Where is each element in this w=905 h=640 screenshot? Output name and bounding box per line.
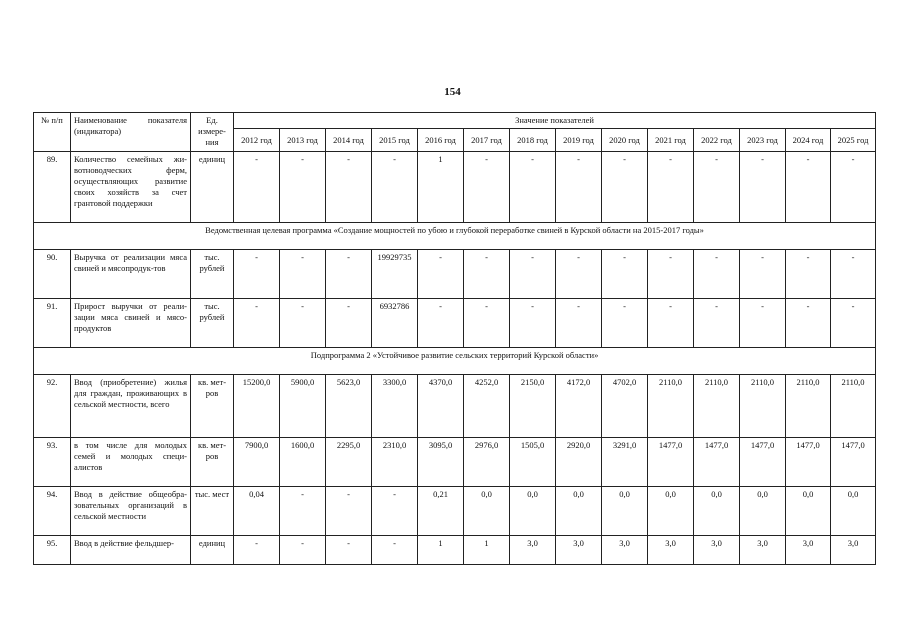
indicator-name: в том числе для молодых семей и молодых специ-алистов bbox=[71, 438, 191, 487]
value-cell: 1 bbox=[418, 536, 464, 565]
value-cell: - bbox=[648, 152, 694, 223]
header-name: Наименование показателя (индикатора) bbox=[71, 113, 191, 152]
indicators-table bbox=[33, 112, 876, 565]
value-cell: 0,0 bbox=[602, 487, 648, 536]
value-cell: - bbox=[831, 152, 876, 223]
value-cell: - bbox=[831, 250, 876, 299]
header-year: 2015 год bbox=[372, 129, 418, 152]
value-cell: - bbox=[694, 299, 740, 348]
value-cell: 2295,0 bbox=[326, 438, 372, 487]
value-cell: - bbox=[648, 299, 694, 348]
value-cell: 3,0 bbox=[602, 536, 648, 565]
value-cell: 3,0 bbox=[510, 536, 556, 565]
value-cell: 1477,0 bbox=[694, 438, 740, 487]
indicator-name: Выручка от реализации мяса свиней и мясопродук-тов bbox=[71, 250, 191, 299]
indicator-name: Ввод (приобретение) жилья для граждан, проживающих в сельской местности, всего bbox=[71, 375, 191, 438]
value-cell: 0,04 bbox=[234, 487, 280, 536]
value-cell: 2110,0 bbox=[648, 375, 694, 438]
table-row bbox=[34, 250, 876, 299]
value-cell: 2110,0 bbox=[786, 375, 831, 438]
page-number: 154 bbox=[444, 86, 461, 98]
header-year: 2014 год bbox=[326, 129, 372, 152]
value-cell: - bbox=[831, 299, 876, 348]
value-cell: - bbox=[280, 487, 326, 536]
header-year: 2024 год bbox=[786, 129, 831, 152]
indicator-name: Количество семейных жи-вотноводческих ферм, осуществляющих развитие своих хозяйств за счет грантовой поддержки bbox=[71, 152, 191, 223]
value-cell: 5900,0 bbox=[280, 375, 326, 438]
row-number: 92. bbox=[34, 375, 71, 438]
value-cell: - bbox=[464, 299, 510, 348]
header-year: 2012 год bbox=[234, 129, 280, 152]
value-cell: - bbox=[280, 536, 326, 565]
section-title: Ведомственная целевая программа «Создание мощностей по убою и глубокой переработке свиней в Курской области на 2015-2017 годы» bbox=[34, 223, 876, 250]
table-row bbox=[34, 152, 876, 223]
value-cell: 2150,0 bbox=[510, 375, 556, 438]
value-cell: - bbox=[372, 536, 418, 565]
value-cell: - bbox=[326, 152, 372, 223]
row-number: 93. bbox=[34, 438, 71, 487]
value-cell: - bbox=[234, 536, 280, 565]
value-cell: 2110,0 bbox=[694, 375, 740, 438]
unit-cell: кв. мет-ров bbox=[191, 438, 234, 487]
value-cell: - bbox=[556, 250, 602, 299]
value-cell: 1477,0 bbox=[831, 438, 876, 487]
section-row bbox=[34, 348, 876, 375]
value-cell: - bbox=[234, 299, 280, 348]
value-cell: 1505,0 bbox=[510, 438, 556, 487]
value-cell: - bbox=[694, 250, 740, 299]
header-year: 2025 год bbox=[831, 129, 876, 152]
value-cell: 7900,0 bbox=[234, 438, 280, 487]
table-row bbox=[34, 438, 876, 487]
value-cell: - bbox=[326, 299, 372, 348]
value-cell: 3,0 bbox=[740, 536, 786, 565]
value-cell: - bbox=[510, 152, 556, 223]
value-cell: 1 bbox=[418, 152, 464, 223]
value-cell: - bbox=[786, 299, 831, 348]
value-cell: 3,0 bbox=[556, 536, 602, 565]
value-cell: - bbox=[234, 250, 280, 299]
value-cell: 2310,0 bbox=[372, 438, 418, 487]
value-cell: 0,0 bbox=[694, 487, 740, 536]
value-cell: - bbox=[326, 487, 372, 536]
value-cell: - bbox=[280, 299, 326, 348]
value-cell: 4370,0 bbox=[418, 375, 464, 438]
value-cell: - bbox=[740, 152, 786, 223]
value-cell: - bbox=[372, 487, 418, 536]
header-values-group: Значение показателей bbox=[234, 113, 876, 129]
indicator-name: Ввод в действие фельдшер- bbox=[71, 536, 191, 565]
unit-cell: единиц bbox=[191, 152, 234, 223]
value-cell: - bbox=[602, 152, 648, 223]
table-row bbox=[34, 375, 876, 438]
unit-cell: тыс. рублей bbox=[191, 250, 234, 299]
row-number: 95. bbox=[34, 536, 71, 565]
value-cell: 3,0 bbox=[648, 536, 694, 565]
header-year: 2020 год bbox=[602, 129, 648, 152]
value-cell: 4702,0 bbox=[602, 375, 648, 438]
value-cell: 3095,0 bbox=[418, 438, 464, 487]
value-cell: 6932786 bbox=[372, 299, 418, 348]
value-cell: - bbox=[602, 299, 648, 348]
unit-cell: тыс. рублей bbox=[191, 299, 234, 348]
header-year: 2019 год bbox=[556, 129, 602, 152]
table-row bbox=[34, 299, 876, 348]
header-unit: Ед. измере-ния bbox=[191, 113, 234, 152]
value-cell: - bbox=[326, 536, 372, 565]
value-cell: - bbox=[464, 152, 510, 223]
value-cell: - bbox=[326, 250, 372, 299]
table-row bbox=[34, 487, 876, 536]
section-row bbox=[34, 223, 876, 250]
header-year: 2013 год bbox=[280, 129, 326, 152]
value-cell: - bbox=[648, 250, 694, 299]
header-year: 2018 год bbox=[510, 129, 556, 152]
value-cell: 2110,0 bbox=[740, 375, 786, 438]
value-cell: 0,0 bbox=[786, 487, 831, 536]
value-cell: - bbox=[464, 250, 510, 299]
value-cell: - bbox=[602, 250, 648, 299]
value-cell: 3,0 bbox=[694, 536, 740, 565]
value-cell: - bbox=[418, 299, 464, 348]
value-cell: 2110,0 bbox=[831, 375, 876, 438]
section-title: Подпрограмма 2 «Устойчивое развитие сельских территорий Курской области» bbox=[34, 348, 876, 375]
value-cell: 1600,0 bbox=[280, 438, 326, 487]
value-cell: - bbox=[556, 152, 602, 223]
value-cell: - bbox=[556, 299, 602, 348]
value-cell: 1477,0 bbox=[786, 438, 831, 487]
header-year: 2023 год bbox=[740, 129, 786, 152]
unit-cell: кв. мет-ров bbox=[191, 375, 234, 438]
value-cell: - bbox=[786, 152, 831, 223]
header-num: № п/п bbox=[34, 113, 71, 152]
value-cell: 19929735 bbox=[372, 250, 418, 299]
value-cell: 3300,0 bbox=[372, 375, 418, 438]
header-year: 2022 год bbox=[694, 129, 740, 152]
indicator-name: Ввод в действие общеобра-зовательных организаций в сельской местности bbox=[71, 487, 191, 536]
header-year: 2021 год bbox=[648, 129, 694, 152]
row-number: 91. bbox=[34, 299, 71, 348]
value-cell: - bbox=[418, 250, 464, 299]
value-cell: 0,0 bbox=[510, 487, 556, 536]
value-cell: 3291,0 bbox=[602, 438, 648, 487]
value-cell: - bbox=[694, 152, 740, 223]
value-cell: - bbox=[510, 299, 556, 348]
unit-cell: тыс. мест bbox=[191, 487, 234, 536]
table-row bbox=[34, 536, 876, 565]
value-cell: - bbox=[372, 152, 418, 223]
value-cell: 0,0 bbox=[648, 487, 694, 536]
value-cell: 0,21 bbox=[418, 487, 464, 536]
value-cell: 5623,0 bbox=[326, 375, 372, 438]
value-cell: 1477,0 bbox=[740, 438, 786, 487]
header-year: 2017 год bbox=[464, 129, 510, 152]
row-number: 94. bbox=[34, 487, 71, 536]
value-cell: - bbox=[740, 250, 786, 299]
table-header bbox=[34, 113, 876, 152]
value-cell: 1 bbox=[464, 536, 510, 565]
value-cell: 1477,0 bbox=[648, 438, 694, 487]
table-body bbox=[34, 152, 876, 565]
value-cell: - bbox=[510, 250, 556, 299]
value-cell: 2920,0 bbox=[556, 438, 602, 487]
value-cell: 15200,0 bbox=[234, 375, 280, 438]
row-number: 90. bbox=[34, 250, 71, 299]
value-cell: 2976,0 bbox=[464, 438, 510, 487]
value-cell: - bbox=[740, 299, 786, 348]
value-cell: - bbox=[234, 152, 280, 223]
value-cell: 0,0 bbox=[740, 487, 786, 536]
value-cell: - bbox=[280, 250, 326, 299]
value-cell: 0,0 bbox=[556, 487, 602, 536]
row-number: 89. bbox=[34, 152, 71, 223]
value-cell: 0,0 bbox=[831, 487, 876, 536]
value-cell: 4172,0 bbox=[556, 375, 602, 438]
value-cell: 3,0 bbox=[786, 536, 831, 565]
unit-cell: единиц bbox=[191, 536, 234, 565]
indicator-name: Прирост выручки от реали-зации мяса свиней и мясо-продуктов bbox=[71, 299, 191, 348]
value-cell: 0,0 bbox=[464, 487, 510, 536]
header-year: 2016 год bbox=[418, 129, 464, 152]
value-cell: - bbox=[786, 250, 831, 299]
value-cell: 4252,0 bbox=[464, 375, 510, 438]
value-cell: 3,0 bbox=[831, 536, 876, 565]
value-cell: - bbox=[280, 152, 326, 223]
